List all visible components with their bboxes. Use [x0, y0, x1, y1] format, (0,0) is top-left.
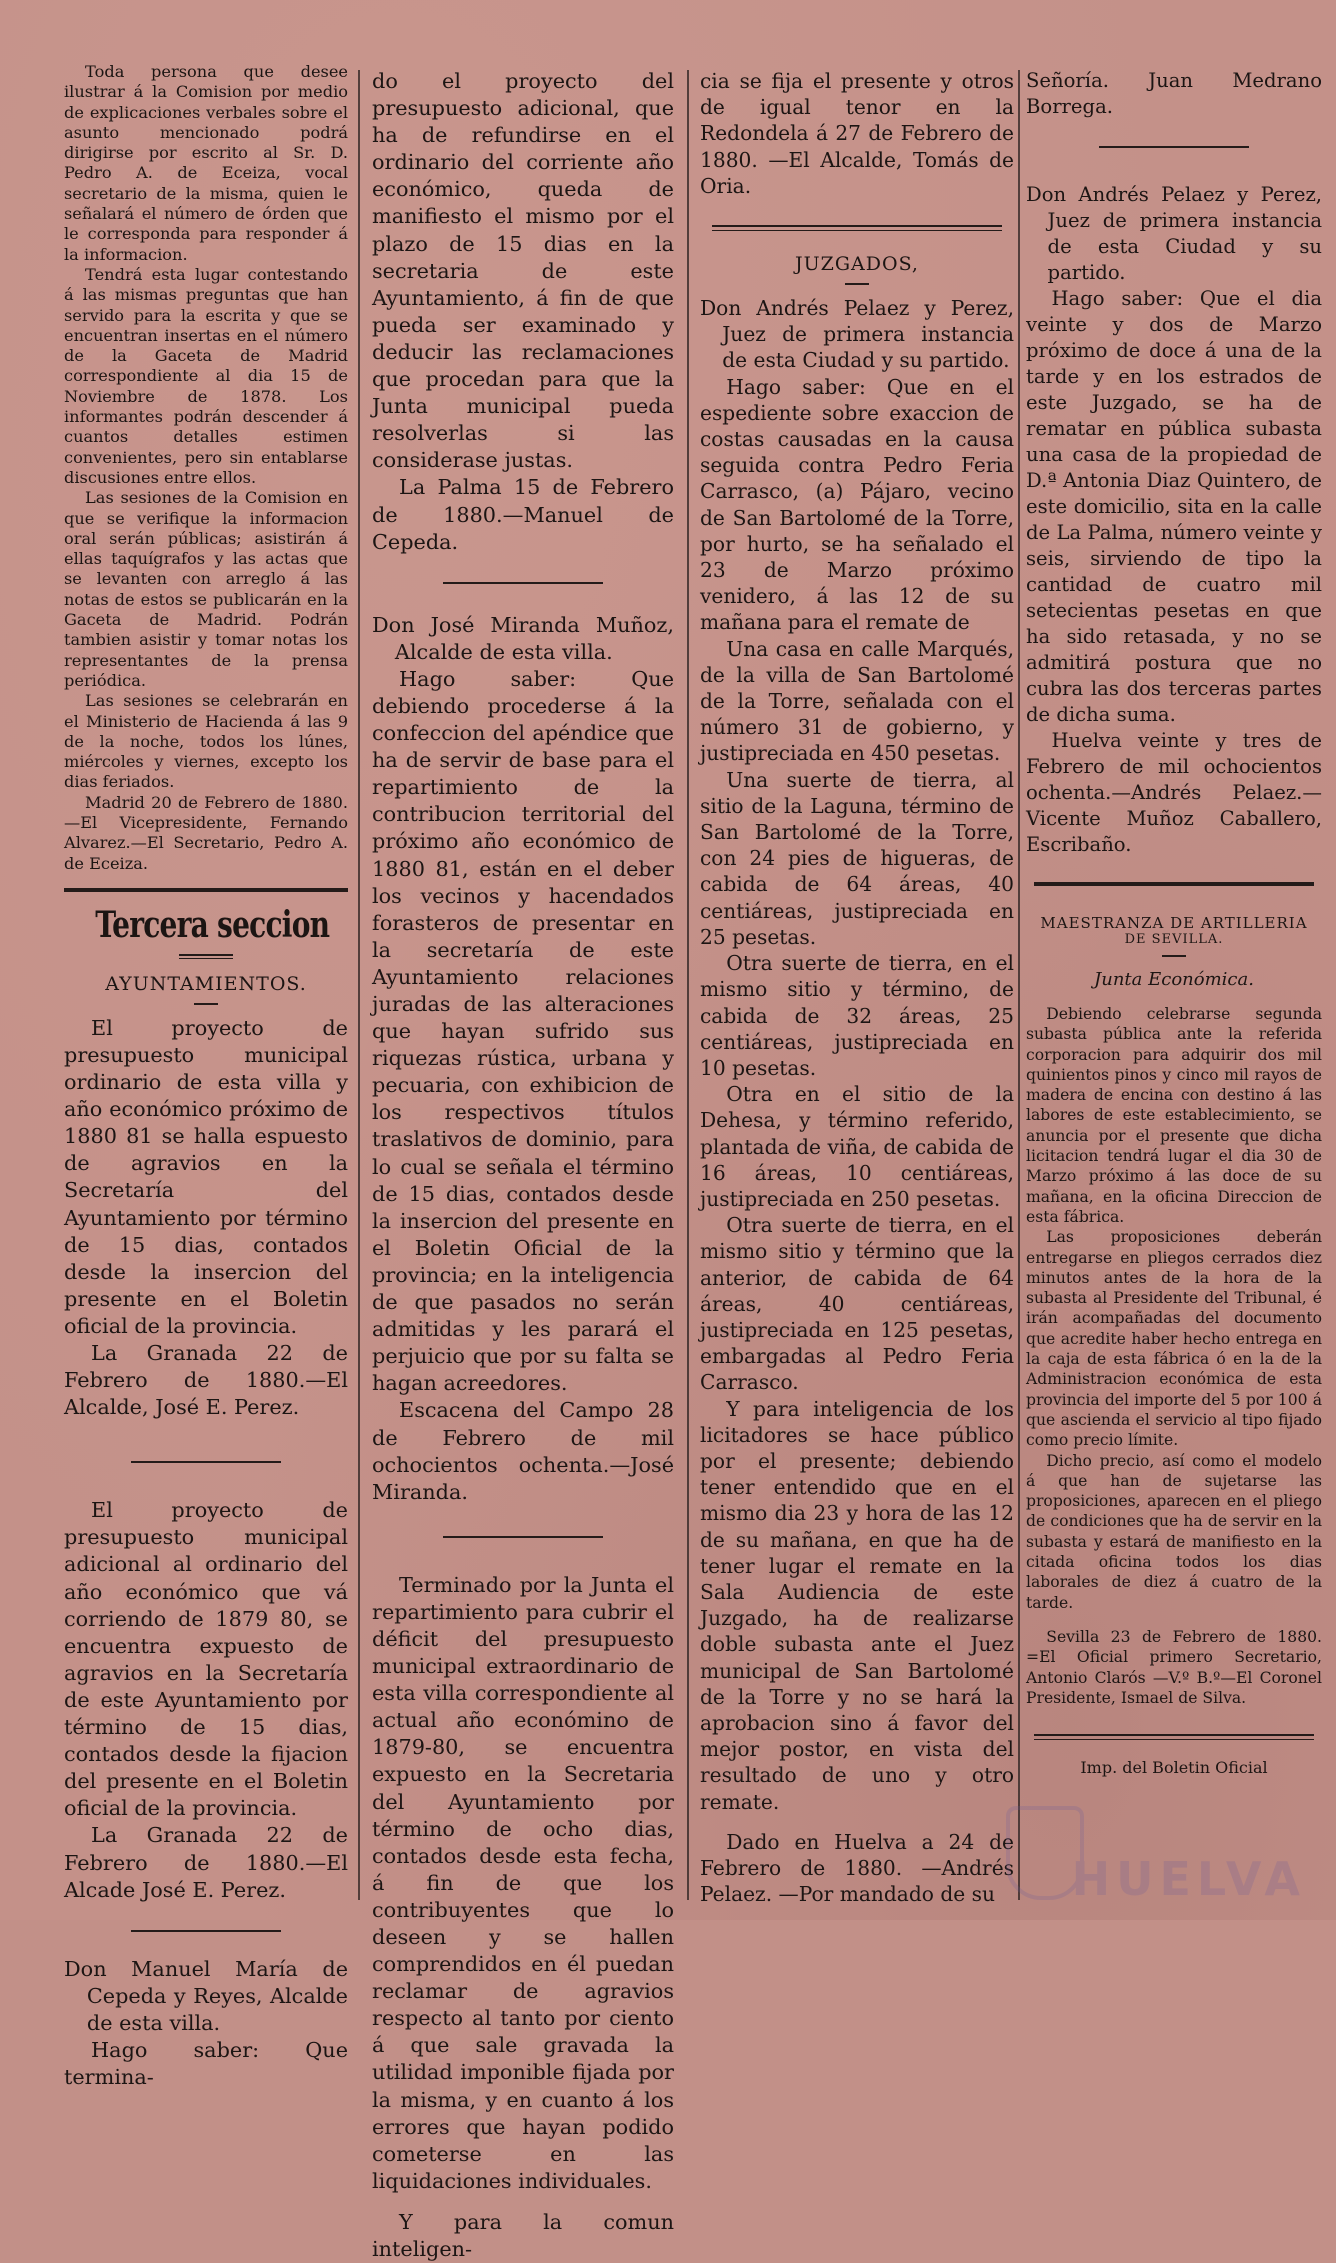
heading-maestranza: MAESTRANZA DE ARTILLERIA [1040, 914, 1308, 932]
paragraph: El proyecto de presupuesto municipal adicional al ordinario del año económico que vá corriendo de 1879 80, se encuentra expuesto de agravios en la Secretaría de este Ayuntamiento por término de 15 dias, contados desde la fijacion del presente en el Boletin oficial de la provincia. [64, 1498, 348, 1821]
paragraph: Hago saber: Que termina- [64, 2037, 348, 2090]
heading-ayuntamientos: AYUNTAMIENTOS. [105, 972, 307, 995]
notice-divider [1099, 146, 1249, 148]
paragraph: Una casa en calle Marqués, de la villa de San Bartolomé de la Torre, señalada con el número 31 de gobierno, y justipreciada en 450 pesetas. [700, 636, 1014, 766]
signature-line: Huelva veinte y tres de Febrero de mil ochocientos ochenta.—Andrés Pelaez.—Vicente Muñoz Caballero, Escribaño. [1026, 729, 1322, 856]
paragraph: Dicho precio, así como el modelo á que han de sujetarse las proposiciones, aparecen en el pliego de condiciones que ha de servir en la subasta y estará de manifiesto en la citada oficina todos los dias laborales de diez á cuatro de la tarde. [1026, 1451, 1322, 1612]
paragraph: Las sesiones se celebrarán en el Ministerio de Hacienda á las 9 de la noche, todos los lúnes, miércoles y viernes, excepto los dias feriados. [64, 691, 348, 792]
paragraph: Otra en el sitio de la Dehesa, y término referido, plantada de viña, de cabida de 16 áreas, 10 centiáreas, justipreciada en 250 pesetas. [700, 1082, 1014, 1211]
section-divider [64, 888, 348, 892]
signature-line: La Granada 22 de Febrero de 1880.—El Alcade José E. Perez. [64, 1823, 348, 1902]
column-2 [372, 68, 674, 2262]
ornament-rule [179, 954, 233, 959]
paragraph: Las sesiones de la Comision en que se verifique la informacion oral serán públicas; asistirán á ellas taquígrafos y las actas que se levanten con arreglo á las notas de estos se publicarán en la Gaceta de Madrid. Podrán tambien asistir y tomar notas los representantes de la prensa periódica. [64, 488, 348, 690]
column-4 [1026, 68, 1322, 1900]
section-title: Tercera seccion [95, 903, 330, 946]
signature-line: La Palma 15 de Febrero de 1880.—Manuel de Cepeda. [372, 475, 674, 554]
section-divider [712, 225, 1002, 231]
paragraph: cia se fija el presente y otros de igual tenor en la Redondela á 27 de Febrero de 1880. —El Alcalde, Tomás de Oria. [700, 69, 1014, 198]
short-rule [194, 1003, 218, 1005]
paragraph: Otra suerte de tierra, en el mismo sitio y término que la anterior, de cabida de 64 áreas, 40 centiáreas, justipreciada en 125 pesetas, embargadas al Pedro Feria Carrasco. [700, 1213, 1014, 1395]
paragraph: Y para la comun inteligen- [372, 2209, 674, 2262]
paragraph: Don Manuel María de Cepeda y Reyes, Alcalde de esta villa. [64, 1956, 348, 2035]
paragraph: Don José Miranda Muñoz, Alcalde de esta villa. [372, 612, 674, 664]
column-rule [1018, 70, 1020, 1900]
short-rule [1162, 955, 1186, 957]
paragraph: Hago saber: Que el dia veinte y dos de Marzo próximo de doce á una de la tarde y en los estrados de este Juzgado, se ha de rematar en pública subasta una casa de la propiedad de D.ª Antonia Diaz Quintero, de este domicilio, sita en la calle de La Palma, número veinte y seis, sirviendo de tipo la cantidad de cuatro mil setecientas pesetas en que ha sido retasada, y no se admitirá postura que no cubra las dos terceras partes de dicha suma. [1026, 287, 1322, 726]
paragraph: Dado en Huelva a 24 de Febrero de 1880. —Andrés Pelaez. —Por mandado de su [700, 1829, 1014, 1907]
paragraph: do el proyecto del presupuesto adicional, que ha de refundirse en el ordinario del corriente año económico, queda de manifiesto el mismo por el plazo de 15 dias en la secretaria de este Ayuntamiento, á fin de que pueda ser examinado y deducir las reclamaciones que procedan para que la Junta municipal pueda resolverlas si las considerase justas. [372, 69, 674, 473]
paragraph: Debiendo celebrarse segunda subasta pública ante la referida corporacion para adquirir dos mil quinientos pinos y cinco mil rayos de madera de encina con destino á las labores de este establecimiento, se anuncia por el presente que dicha licitacion tendrá lugar el dia 30 de Marzo próximo á las doce de su mañana, en la oficina Direccion de esta fábrica. [1026, 1005, 1322, 1226]
signature-line: Escacena del Campo 28 de Febrero de mil ochocientos ochenta.—José Miranda. [372, 1398, 674, 1504]
heading-juzgados: JUZGADOS, [795, 253, 919, 276]
signature-line: La Granada 22 de Febrero de 1880.—El Alcalde, José E. Perez. [64, 1341, 348, 1420]
notice-divider [131, 1930, 281, 1932]
paragraph: Don Andrés Pelaez y Perez, Juez de primera instancia de esta Ciudad y su partido. [1026, 183, 1322, 284]
imprint-line: Imp. del Boletin Oficial [1080, 1758, 1268, 1778]
paragraph: Hago saber: Que en el espediente sobre exaccion de costas causadas en la causa seguida contra Pedro Feria Carrasco, (a) Pájaro, vecino de San Bartolomé de la Torre, por hurto, se ha señalado el 23 de Marzo próximo venidero, á las 12 de su mañana para el remate de [700, 374, 1014, 635]
signature-line: Sevilla 23 de Febrero de 1880. =El Oficial primero Secretario, Antonio Clarós —V.º B.º—El Coronel Presidente, Ismael de Silva. [1026, 1627, 1322, 1707]
paragraph: Y para inteligencia de los licitadores se hace público por el presente; debiendo tener entendido que en el mismo dia 23 y hora de las 12 de su mañana, en que ha de tener lugar el remate en la Sala Audiencia de este Juzgado, ha de realizarse doble subasta ante el Juez municipal de San Bartolomé de la Torre y no se hará la aprobacion sino á favor del mejor postor, en vista del resultado de uno y otro remate. [700, 1396, 1014, 1814]
column-rule [358, 70, 360, 1900]
notice-divider [131, 1461, 281, 1463]
paragraph: Las proposiciones deberán entregarse en pliegos cerrados diez minutos antes de la hora de la subasta al Presidente del Tribunal, é irán acompañadas del documento que acredite haber hecho entrega en la caja de esta fábrica ó en la de la Administracion económica de esta provincia del importe del 5 por 100 á que ascienda el servicio al tipo fijado como precio límite. [1026, 1228, 1322, 1450]
column-3 [700, 68, 1014, 1907]
section-divider [1034, 882, 1314, 886]
paragraph: Una suerte de tierra, al sitio de la Laguna, término de San Bartolomé de la Torre, con 24 pies de higueras, de cabida de 64 áreas, 40 centiáreas, justipreciada en 25 pesetas. [700, 767, 1014, 949]
signature-line: Madrid 20 de Febrero de 1880.—El Vicepresidente, Fernando Alvarez.—El Secretario, Pedro A. de Eceiza. [64, 792, 348, 873]
heading-junta: Junta Económica. [1094, 969, 1254, 990]
paragraph: Tendrá esta lugar contestando á las mismas preguntas que han servido para la escrita y que se encuentran insertas en el número de la Gaceta de Madrid correspondiente al dia 15 de Noviembre de 1878. Los informantes podrán descender á cuantos detalles estimen convenientes, pero sin entablarse discusiones entre ellos. [64, 264, 348, 487]
column-rule [687, 70, 689, 1900]
paragraph: Don Andrés Pelaez y Perez, Juez de primera instancia de esta Ciudad y su partido. [700, 296, 1014, 373]
heading-sevilla: DE SEVILLA. [1124, 932, 1224, 947]
watermark-text: HUELVA [1071, 1852, 1306, 1906]
paragraph: Otra suerte de tierra, en el mismo sitio y término, de cabida de 32 áreas, 25 centiáreas, justipreciada en 10 pesetas. [700, 951, 1014, 1080]
paragraph: Terminado por la Junta el repartimiento para cubrir el déficit del presupuesto municipal extraordinario de esta villa correspondiente al actual año económino de 1879-80, se encuentra expuesto en la Secretaria del Ayuntamiento por término de ocho dias, contados desde esta fecha, á fin de que los contribuyentes que lo deseen y se hallen comprendidos en él puedan reclamar de agravios respecto al tanto por ciento á que sale gravada la utilidad imponible fijada por la misma, y en cuanto á los errores que hayan podido cometerse en las liquidaciones individuales. [372, 1572, 674, 2193]
notice-divider [443, 582, 603, 584]
paragraph: Hago saber: Que debiendo procederse á la confeccion del apéndice que ha de servir de base para el repartimiento de la contribucion territorial del próximo año económico de 1880 81, están en el deber los vecinos y hacendados forasteros de presentar en la secretaría de este Ayuntamiento relaciones juradas de las alteraciones que hayan sufrido sus riquezas rústica, urbana y pecuaria, con exhibicion de los respectivos títulos traslativos de dominio, para lo cual se señala el término de 15 dias, contados desde la insercion del presente en el Boletin Oficial de la provincia; en la inteligencia de que pasados no serán admitidas y les parará el perjuicio que por su falta se hagan acreedores. [372, 666, 674, 1396]
watermark-logo [1006, 1808, 1306, 1908]
column-1 [64, 62, 348, 2090]
notice-divider [443, 1536, 603, 1538]
paragraph: El proyecto de presupuesto municipal ordinario de esta villa y año económico próximo de 1880 81 se halla espuesto de agravios en la Secretaría del Ayuntamiento por término de 15 dias, contados desde la insercion del presente en el Boletin oficial de la provincia. [64, 1015, 348, 1338]
short-rule [845, 283, 869, 285]
paragraph: Toda persona que desee ilustrar á la Comision por medio de explicaciones verbales sobre el asunto mencionado podrá dirigirse por escrito al Sr. D. Pedro A. de Eceiza, vocal secretario de la misma, quien le señalará el número de órden que le corresponda para responder á la informacion. [64, 62, 348, 264]
paragraph: Señoría. Juan Medrano Borrega. [1026, 69, 1322, 118]
section-divider [1034, 1734, 1314, 1740]
